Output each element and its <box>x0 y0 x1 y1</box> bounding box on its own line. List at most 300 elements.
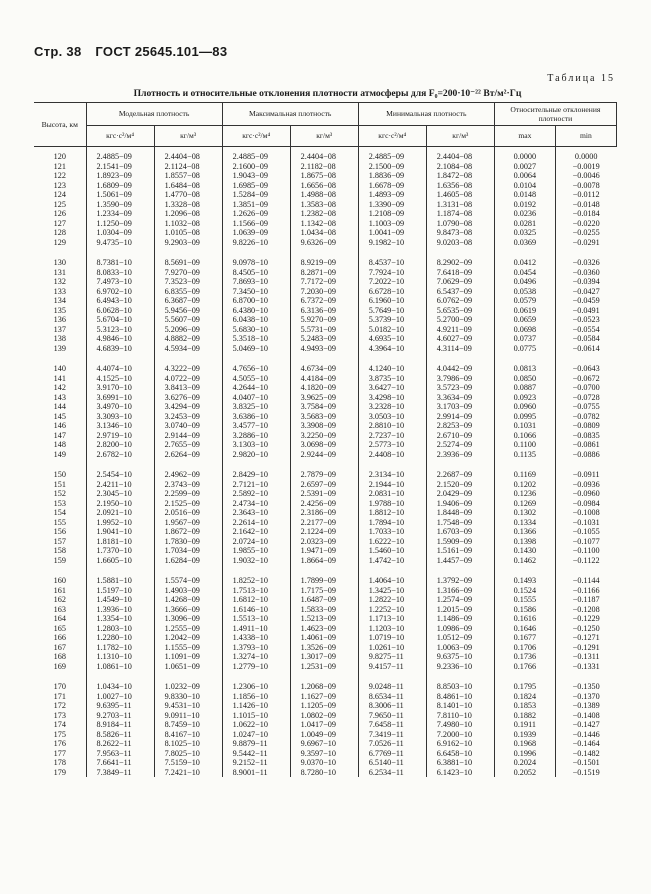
rel-min-cell: −0.0046 <box>555 171 616 181</box>
density-cell: 9.4735−10 <box>86 238 154 248</box>
page-number: Стр. 38 <box>34 44 82 59</box>
density-cell: 1.4770−08 <box>154 190 222 200</box>
spacer-cell <box>222 353 290 364</box>
rel-min-cell: −0.0427 <box>555 287 616 297</box>
density-cell: 7.6418−09 <box>426 268 494 278</box>
density-cell: 6.1423−10 <box>426 768 494 778</box>
height-cell: 138 <box>53 334 66 343</box>
rel-max-cell: 0.1493 <box>494 576 555 586</box>
height-cell: 148 <box>53 440 66 449</box>
height-cell: 123 <box>53 180 66 190</box>
density-cell: 1.6809−09 <box>86 181 154 191</box>
density-cell: 6.5437−09 <box>426 287 494 297</box>
density-cell: 1.4268−09 <box>154 595 222 605</box>
density-cell: 1.1015−10 <box>222 711 290 721</box>
density-cell: 1.8252−10 <box>222 576 290 586</box>
height-cell: 155 <box>53 517 66 527</box>
density-cell: 1.0261−10 <box>358 643 426 653</box>
rel-max-cell: 0.1968 <box>494 739 555 749</box>
spacer-cell <box>555 353 616 364</box>
height-cell: 154 <box>53 508 66 517</box>
rel-max-cell: 0.0369 <box>494 238 555 248</box>
density-cell: 2.0724−10 <box>222 537 290 547</box>
rel-min-cell: −0.1370 <box>555 692 616 702</box>
table-row <box>34 306 617 316</box>
density-cell: 3.0740−09 <box>154 421 222 431</box>
density-cell: 1.6284−09 <box>154 556 222 566</box>
density-cell: 1.3936−10 <box>86 605 154 615</box>
spacer-cell <box>34 671 86 682</box>
table-row <box>34 556 617 566</box>
spacer-cell <box>154 671 222 682</box>
density-cell: 1.8672−09 <box>154 527 222 537</box>
table-row <box>34 147 617 162</box>
density-cell: 9.0978−10 <box>222 258 290 268</box>
density-cell: 1.9041−10 <box>86 527 154 537</box>
height-cell: 129 <box>53 237 66 247</box>
spacer-cell <box>222 247 290 258</box>
height-cell: 137 <box>53 324 66 334</box>
density-table <box>34 102 617 777</box>
height-cell: 173 <box>53 710 66 720</box>
density-cell: 2.4885−09 <box>358 147 426 162</box>
density-cell: 3.6991−10 <box>86 393 154 403</box>
density-cell: 1.3354−10 <box>86 614 154 624</box>
rel-max-cell: 0.1646 <box>494 624 555 634</box>
density-cell: 9.4531−10 <box>154 701 222 711</box>
height-cell: 159 <box>53 555 66 565</box>
height-cell: 125 <box>53 199 66 209</box>
density-cell: 1.7513−10 <box>222 586 290 596</box>
density-cell: 1.4605−08 <box>426 190 494 200</box>
rel-max-cell: 0.0923 <box>494 393 555 403</box>
density-cell: 1.7894−10 <box>358 518 426 528</box>
density-cell: 4.3964−10 <box>358 344 426 354</box>
spacer-cell <box>494 565 555 576</box>
density-cell: 3.7986−09 <box>426 374 494 384</box>
height-cell: 168 <box>53 652 66 661</box>
density-cell: 8.8503−10 <box>426 682 494 692</box>
density-cell: 7.4980−10 <box>426 720 494 730</box>
density-cell: 8.1401−10 <box>426 701 494 711</box>
rel-min-cell: −0.0360 <box>555 268 616 278</box>
spacer-cell <box>86 565 154 576</box>
density-cell: 2.9914−09 <box>426 412 494 422</box>
table-row <box>34 711 617 721</box>
table-row <box>34 470 617 480</box>
density-cell: 6.5140−11 <box>358 758 426 768</box>
density-cell: 8.4505−10 <box>222 268 290 278</box>
density-cell: 4.0722−09 <box>154 374 222 384</box>
rel-max-cell: 0.1555 <box>494 595 555 605</box>
height-cell: 130 <box>53 258 66 267</box>
rel-max-cell: 0.1100 <box>494 440 555 450</box>
density-cell: 1.5460−10 <box>358 546 426 556</box>
height-cell: 176 <box>53 739 66 748</box>
rel-min-cell: −0.0291 <box>555 238 616 248</box>
density-cell: 2.1224−09 <box>290 527 358 537</box>
table-row <box>34 364 617 374</box>
density-cell: 1.7033−10 <box>358 527 426 537</box>
table-row <box>34 508 617 518</box>
table-row <box>34 480 617 490</box>
rel-max-cell: 0.0619 <box>494 306 555 316</box>
density-cell: 3.1303−10 <box>222 440 290 450</box>
density-cell: 1.3666−09 <box>154 605 222 615</box>
density-cell: 5.7649−10 <box>358 306 426 316</box>
density-cell: 2.8200−10 <box>86 440 154 450</box>
density-cell: 1.7899−09 <box>290 576 358 586</box>
group-separator <box>34 353 617 364</box>
rel-min-cell: −0.0148 <box>555 200 616 210</box>
rel-max-cell: 0.0850 <box>494 374 555 384</box>
density-cell: 5.3739−10 <box>358 315 426 325</box>
height-cell: 165 <box>53 623 66 633</box>
density-cell: 1.5909−09 <box>426 537 494 547</box>
density-cell: 1.1032−08 <box>154 219 222 229</box>
table-row <box>34 171 617 181</box>
rel-min-cell: −0.1389 <box>555 701 616 711</box>
height-cell: 150 <box>53 470 66 479</box>
table-row <box>34 374 617 384</box>
density-cell: 7.8693−10 <box>222 277 290 287</box>
spacer-cell <box>494 353 555 364</box>
density-cell: 7.3450−10 <box>222 287 290 297</box>
density-cell: 1.3793−10 <box>222 643 290 653</box>
density-cell: 9.8473−08 <box>426 228 494 238</box>
density-cell: 9.2152−11 <box>222 758 290 768</box>
table-row <box>34 287 617 297</box>
density-cell: 4.4184−09 <box>290 374 358 384</box>
density-cell: 1.2096−08 <box>154 209 222 219</box>
spacer-cell <box>86 671 154 682</box>
table-row <box>34 758 617 768</box>
density-cell: 2.1525−09 <box>154 499 222 509</box>
table-row <box>34 431 617 441</box>
height-cell: 162 <box>53 595 66 604</box>
density-cell: 1.6812−10 <box>222 595 290 605</box>
density-cell: 2.4734−10 <box>222 499 290 509</box>
spacer-cell <box>290 247 358 258</box>
spacer-cell <box>426 565 494 576</box>
spacer-cell <box>426 671 494 682</box>
density-cell: 7.6458−11 <box>358 720 426 730</box>
height-cell: 179 <box>53 767 66 777</box>
spacer-cell <box>222 459 290 470</box>
table-row <box>34 440 617 450</box>
height-cell: 134 <box>53 296 66 305</box>
density-cell: 7.8025−10 <box>154 749 222 759</box>
density-cell: 1.2531−09 <box>290 662 358 672</box>
rel-max-cell: 0.1066 <box>494 431 555 441</box>
density-cell: 2.7655−09 <box>154 440 222 450</box>
spacer-cell <box>426 247 494 258</box>
density-cell: 3.2453−09 <box>154 412 222 422</box>
rel-min-cell: −0.0255 <box>555 228 616 238</box>
table-row <box>34 450 617 460</box>
unit-header: кг/м³ <box>154 126 222 147</box>
rel-max-cell: 0.0538 <box>494 287 555 297</box>
density-cell: 4.1820−09 <box>290 383 358 393</box>
density-cell: 3.9625−09 <box>290 393 358 403</box>
density-cell: 2.4404−08 <box>290 147 358 162</box>
table-row <box>34 586 617 596</box>
density-cell: 8.0833−10 <box>86 268 154 278</box>
density-cell: 6.4380−10 <box>222 306 290 316</box>
table-row <box>34 518 617 528</box>
density-cell: 4.6027−09 <box>426 334 494 344</box>
density-cell: 3.2250−09 <box>290 431 358 441</box>
density-cell: 1.5574−09 <box>154 576 222 586</box>
table-row <box>34 200 617 210</box>
spacer-cell <box>426 459 494 470</box>
density-cell: 3.6276−09 <box>154 393 222 403</box>
density-cell: 7.6641−11 <box>86 758 154 768</box>
density-cell: 2.0516−09 <box>154 508 222 518</box>
height-cell: 161 <box>53 585 66 595</box>
rel-min-cell: −0.0700 <box>555 383 616 393</box>
rel-max-cell: 0.0659 <box>494 315 555 325</box>
density-cell: 2.0323−09 <box>290 537 358 547</box>
density-cell: 2.9719−10 <box>86 431 154 441</box>
density-cell: 7.3419−11 <box>358 730 426 740</box>
rel-max-cell: 0.0698 <box>494 325 555 335</box>
density-cell: 8.5826−11 <box>86 730 154 740</box>
density-cell: 1.3017−09 <box>290 652 358 662</box>
density-cell: 3.4577−10 <box>222 421 290 431</box>
rel-min-cell: −0.1122 <box>555 556 616 566</box>
density-cell: 1.9788−10 <box>358 499 426 509</box>
density-cell: 9.8226−10 <box>222 238 290 248</box>
density-cell: 1.6985−09 <box>222 181 290 191</box>
rel-min-cell: −0.1229 <box>555 614 616 624</box>
rel-min-cell: −0.0584 <box>555 334 616 344</box>
spacer-cell <box>290 565 358 576</box>
density-cell: 4.0442−09 <box>426 364 494 374</box>
density-cell: 3.4294−09 <box>154 402 222 412</box>
rel-max-cell: 0.1524 <box>494 586 555 596</box>
height-cell: 141 <box>53 373 66 383</box>
density-cell: 9.8275−11 <box>358 652 426 662</box>
height-cell: 175 <box>53 729 66 739</box>
density-cell: 1.5284−09 <box>222 190 290 200</box>
density-cell: 2.4962−09 <box>154 470 222 480</box>
height-cell: 122 <box>53 171 66 180</box>
rel-min-cell: −0.1166 <box>555 586 616 596</box>
density-cell: 2.1500−09 <box>358 162 426 172</box>
density-cell: 2.7879−09 <box>290 470 358 480</box>
density-cell: 9.6395−11 <box>86 701 154 711</box>
density-cell: 5.5607−09 <box>154 315 222 325</box>
table-row <box>34 768 617 778</box>
rel-min-cell: −0.1077 <box>555 537 616 547</box>
spacer-cell <box>34 459 86 470</box>
density-cell: 6.2534−11 <box>358 768 426 778</box>
density-cell: 2.4404−08 <box>154 147 222 162</box>
density-cell: 2.5454−10 <box>86 470 154 480</box>
density-cell: 9.5442−11 <box>222 749 290 759</box>
density-cell: 4.7656−10 <box>222 364 290 374</box>
density-cell: 1.3590−09 <box>86 200 154 210</box>
density-cell: 1.6484−08 <box>154 181 222 191</box>
density-cell: 1.0434−08 <box>290 228 358 238</box>
height-cell: 158 <box>53 546 66 555</box>
density-cell: 9.2703−11 <box>86 711 154 721</box>
density-cell: 7.0526−11 <box>358 739 426 749</box>
density-cell: 2.3134−10 <box>358 470 426 480</box>
rel-max-cell: 0.2052 <box>494 768 555 778</box>
density-cell: 2.9820−10 <box>222 450 290 460</box>
density-cell: 2.8810−10 <box>358 421 426 431</box>
density-cell: 8.7280−10 <box>290 768 358 778</box>
density-cell: 6.1960−10 <box>358 296 426 306</box>
density-cell: 2.6597−09 <box>290 480 358 490</box>
density-cell: 1.0027−10 <box>86 692 154 702</box>
spacer-cell <box>555 565 616 576</box>
table-row <box>34 576 617 586</box>
density-cell: 3.2886−10 <box>222 431 290 441</box>
density-cell: 1.1713−10 <box>358 614 426 624</box>
density-cell: 8.7381−10 <box>86 258 154 268</box>
density-cell: 1.2306−10 <box>222 682 290 692</box>
rel-max-cell: 0.1430 <box>494 546 555 556</box>
table-row <box>34 701 617 711</box>
density-cell: 1.5513−10 <box>222 614 290 624</box>
density-cell: 2.4885−09 <box>86 147 154 162</box>
density-cell: 5.9456−09 <box>154 306 222 316</box>
table-row <box>34 209 617 219</box>
rel-min-cell: −0.1008 <box>555 508 616 518</box>
density-cell: 1.1091−09 <box>154 652 222 662</box>
height-cell: 127 <box>53 218 66 228</box>
density-cell: 3.1703−09 <box>426 402 494 412</box>
spacer-cell <box>154 353 222 364</box>
height-cell: 163 <box>53 604 66 614</box>
density-cell: 1.2280−10 <box>86 633 154 643</box>
density-cell: 1.1856−10 <box>222 692 290 702</box>
rel-max-cell: 0.1853 <box>494 701 555 711</box>
density-cell: 9.0911−10 <box>154 711 222 721</box>
table-row <box>34 325 617 335</box>
rel-max-cell: 0.1366 <box>494 527 555 537</box>
group-separator <box>34 565 617 576</box>
density-cell: 3.1346−10 <box>86 421 154 431</box>
density-cell: 6.6728−10 <box>358 287 426 297</box>
rel-max-cell: 0.0737 <box>494 334 555 344</box>
height-cell: 136 <box>53 315 66 324</box>
density-cell: 1.4457−09 <box>426 556 494 566</box>
rel-max-cell: 0.1824 <box>494 692 555 702</box>
density-cell: 4.1240−10 <box>358 364 426 374</box>
density-cell: 6.8355−09 <box>154 287 222 297</box>
spacer-cell <box>358 247 426 258</box>
rel-min-cell: −0.1100 <box>555 546 616 556</box>
height-cell: 174 <box>53 720 66 729</box>
height-cell: 157 <box>53 536 66 546</box>
density-cell: 1.0434−10 <box>86 682 154 692</box>
density-cell: 1.0986−09 <box>426 624 494 634</box>
height-cell: 177 <box>53 748 66 758</box>
density-cell: 1.3328−08 <box>154 200 222 210</box>
density-cell: 4.0407−10 <box>222 393 290 403</box>
group-separator <box>34 459 617 470</box>
height-cell: 121 <box>53 161 66 171</box>
density-cell: 9.0370−10 <box>290 758 358 768</box>
spacer-cell <box>555 671 616 682</box>
table-row <box>34 537 617 547</box>
density-cell: 1.3166−09 <box>426 586 494 596</box>
density-cell: 3.0503−10 <box>358 412 426 422</box>
density-cell: 1.0247−10 <box>222 730 290 740</box>
table-row <box>34 238 617 248</box>
density-cell: 1.5061−09 <box>86 190 154 200</box>
density-cell: 2.0831−10 <box>358 489 426 499</box>
density-cell: 1.7034−09 <box>154 546 222 556</box>
density-cell: 2.5892−10 <box>222 489 290 499</box>
height-cell: 178 <box>53 758 66 767</box>
density-cell: 2.1950−10 <box>86 499 154 509</box>
rel-max-cell: 0.0579 <box>494 296 555 306</box>
rel-min-cell: −0.0728 <box>555 393 616 403</box>
spacer-cell <box>222 671 290 682</box>
density-cell: 2.9144−09 <box>154 431 222 441</box>
rel-max-cell: 0.1706 <box>494 643 555 653</box>
spacer-cell <box>34 247 86 258</box>
density-cell: 1.8472−08 <box>426 171 494 181</box>
density-cell: 3.6386−10 <box>222 412 290 422</box>
density-cell: 1.5197−10 <box>86 586 154 596</box>
density-cell: 3.8735−10 <box>358 374 426 384</box>
height-cell: 144 <box>53 402 66 411</box>
density-cell: 1.6146−10 <box>222 605 290 615</box>
rel-min-cell: −0.0112 <box>555 190 616 200</box>
density-cell: 1.1782−10 <box>86 643 154 653</box>
density-cell: 3.3093−10 <box>86 412 154 422</box>
density-cell: 9.6326−09 <box>290 238 358 248</box>
density-cell: 7.2022−10 <box>358 277 426 287</box>
density-cell: 1.1342−08 <box>290 219 358 229</box>
table-row <box>34 402 617 412</box>
rel-max-cell: 0.1677 <box>494 633 555 643</box>
unit-header: кгс·с²/м⁴ <box>222 126 290 147</box>
density-cell: 1.9952−10 <box>86 518 154 528</box>
density-cell: 1.4988−08 <box>290 190 358 200</box>
table-row <box>34 258 617 268</box>
density-cell: 1.0651−09 <box>154 662 222 672</box>
spacer-cell <box>154 565 222 576</box>
density-cell: 1.1874−08 <box>426 209 494 219</box>
density-cell: 1.5833−09 <box>290 605 358 615</box>
density-cell: 2.1084−08 <box>426 162 494 172</box>
density-cell: 2.1520−09 <box>426 480 494 490</box>
rel-min-cell: −0.1144 <box>555 576 616 586</box>
height-cell: 171 <box>53 691 66 701</box>
density-cell: 1.8664−09 <box>290 556 358 566</box>
density-cell: 9.1982−10 <box>358 238 426 248</box>
density-cell: 1.2822−10 <box>358 595 426 605</box>
rel-max-cell: 0.0236 <box>494 209 555 219</box>
rel-max-cell: 0.0887 <box>494 383 555 393</box>
density-cell: 1.9032−10 <box>222 556 290 566</box>
density-cell: 1.2803−10 <box>86 624 154 634</box>
rel-max-cell: 0.1996 <box>494 749 555 759</box>
height-cell: 156 <box>53 527 66 536</box>
density-cell: 1.1205−09 <box>290 701 358 711</box>
height-cell: 151 <box>53 479 66 489</box>
table-row <box>34 190 617 200</box>
density-cell: 1.4338−10 <box>222 633 290 643</box>
density-cell: 1.5881−10 <box>86 576 154 586</box>
